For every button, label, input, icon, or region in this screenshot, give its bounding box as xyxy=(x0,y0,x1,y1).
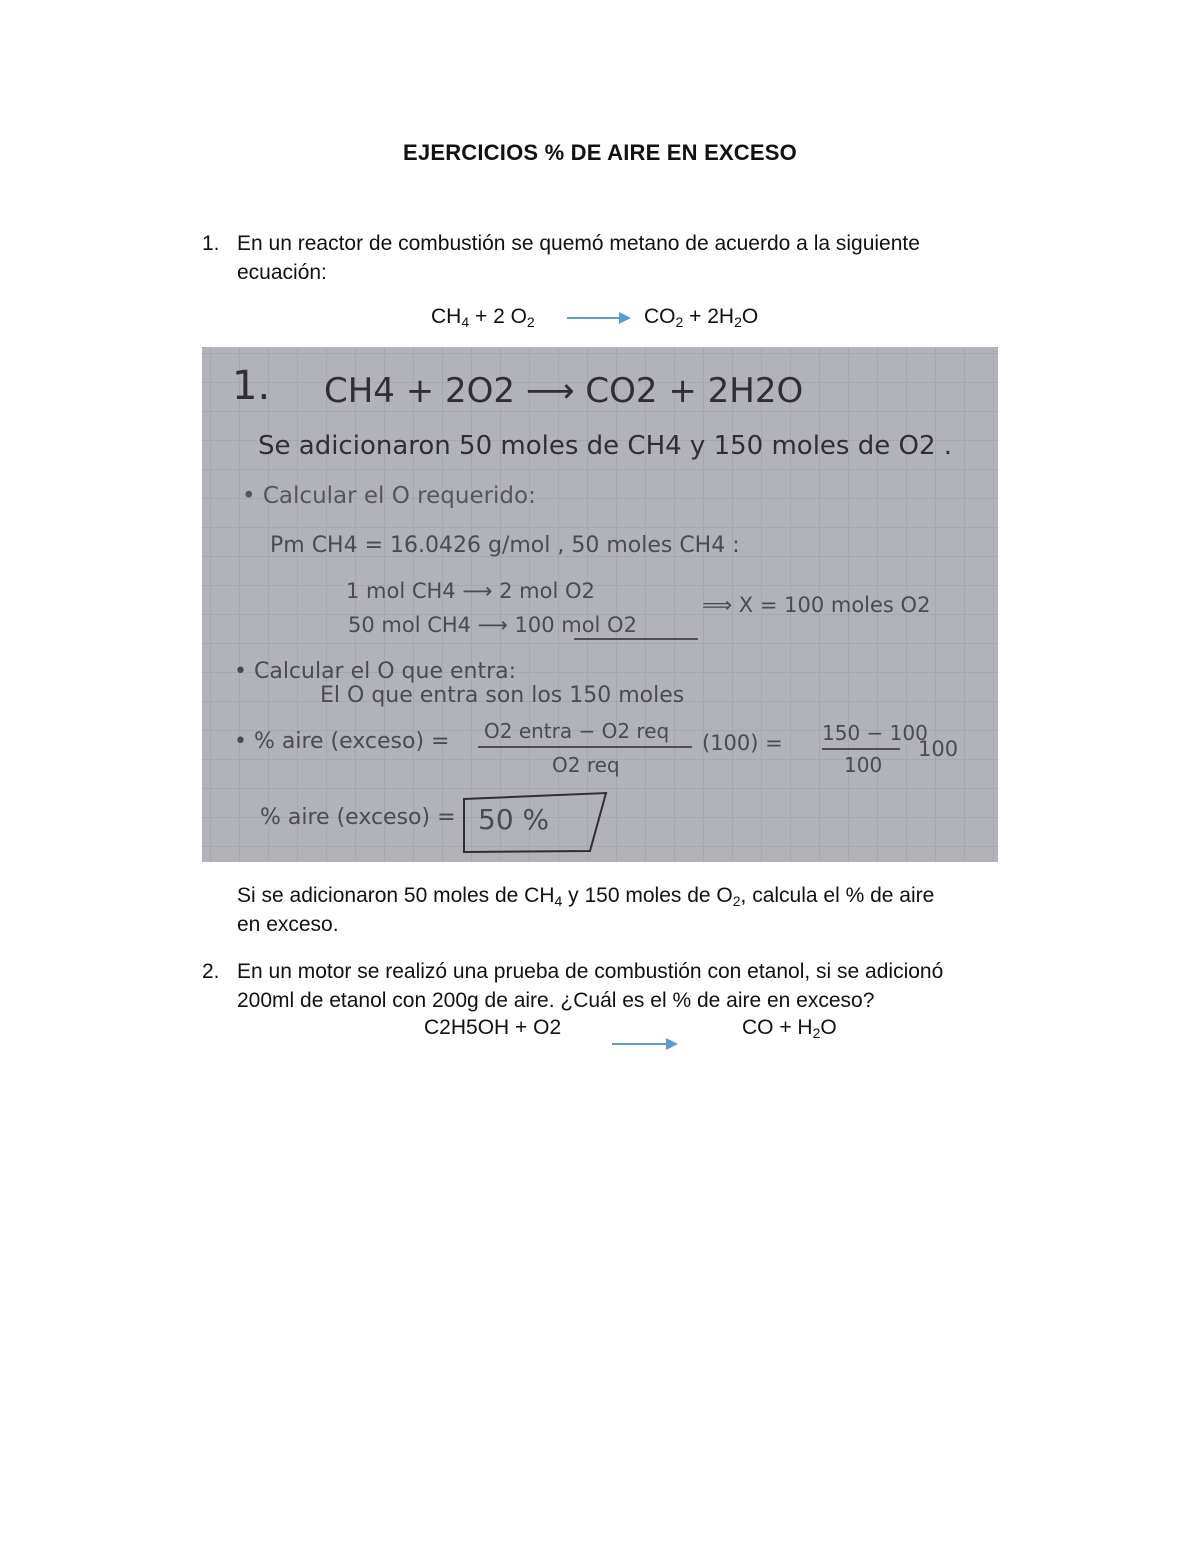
hw-line4: Pm CH4 = 16.0426 g/mol , 50 moles CH4 : xyxy=(270,533,740,558)
ex1-question-line2: en exceso. xyxy=(237,913,339,936)
hw-line9-frac-numerator: 150 − 100 xyxy=(822,721,928,745)
ex1-question-line1: Si se adicionaron 50 moles de $CH_4$ y 150 moles de $O_2$, calcula el % de aire xyxy=(237,884,935,909)
hw-line9-multiplier: 100 xyxy=(918,737,959,761)
hw-line7: • Calcular el O que entra: xyxy=(234,659,517,684)
ex2-equation-reactants: C2H5OH + O2 xyxy=(424,1016,562,1039)
ex2-line1: En un motor se realizó una prueba de combustión con etanol, si se adicionó xyxy=(237,960,944,983)
item-number-2: 2. xyxy=(202,960,220,983)
page-title: EJERCICIOS % DE AIRE EN EXCESO xyxy=(403,140,797,165)
hw-line2: Se adicionaron 50 moles de CH4 y 150 moles de O2 . xyxy=(258,431,953,461)
hw-line1-equation: CH4 + 2O2 ⟶ CO2 + 2H2O xyxy=(324,371,804,411)
hw-line6: 50 mol CH4 ⟶ 100 mol O2 xyxy=(348,613,637,637)
reaction-arrow-icon xyxy=(565,309,635,327)
ex1-equation-products: $CO_2 + 2H_2O$ xyxy=(644,305,759,330)
hw-line5a: 1 mol CH4 ⟶ 2 mol O2 xyxy=(346,579,595,603)
hw-line10-label: % aire (exceso) = xyxy=(260,805,456,830)
hw-line9-factor: (100) = xyxy=(702,731,783,755)
item-number-1: 1. xyxy=(202,232,220,255)
ex2-equation-products: CO + $H_2O$ xyxy=(742,1016,837,1041)
hw-line10-result: 50 % xyxy=(478,803,550,836)
hw-line3: • Calcular el O requerido: xyxy=(242,483,536,509)
hw-line9-denominator: O2 req xyxy=(552,753,620,777)
hw-line9-frac-denominator: 100 xyxy=(844,753,883,777)
hw-line8: El O que entra son los 150 moles xyxy=(320,683,685,708)
hw-line1-number: 1. xyxy=(232,363,271,409)
hw-line9-numerator: O2 entra − O2 req xyxy=(484,719,670,743)
ex2-line2: 200ml de etanol con 200g de aire. ¿Cuál es el % de aire en exceso? xyxy=(237,989,875,1012)
ex1-equation-reactants: $CH_4 + 2$ $O_2$ xyxy=(431,305,535,330)
ex1-line2: ecuación: xyxy=(237,261,327,284)
hw-line5b: ⟹ X = 100 moles O2 xyxy=(702,593,931,617)
ex1-line1: En un reactor de combustión se quemó metano de acuerdo a la siguiente xyxy=(237,232,920,255)
handwritten-solution-photo xyxy=(202,347,998,862)
reaction-arrow-icon xyxy=(610,1035,684,1053)
hw-line9-label: • % aire (exceso) = xyxy=(234,729,450,754)
